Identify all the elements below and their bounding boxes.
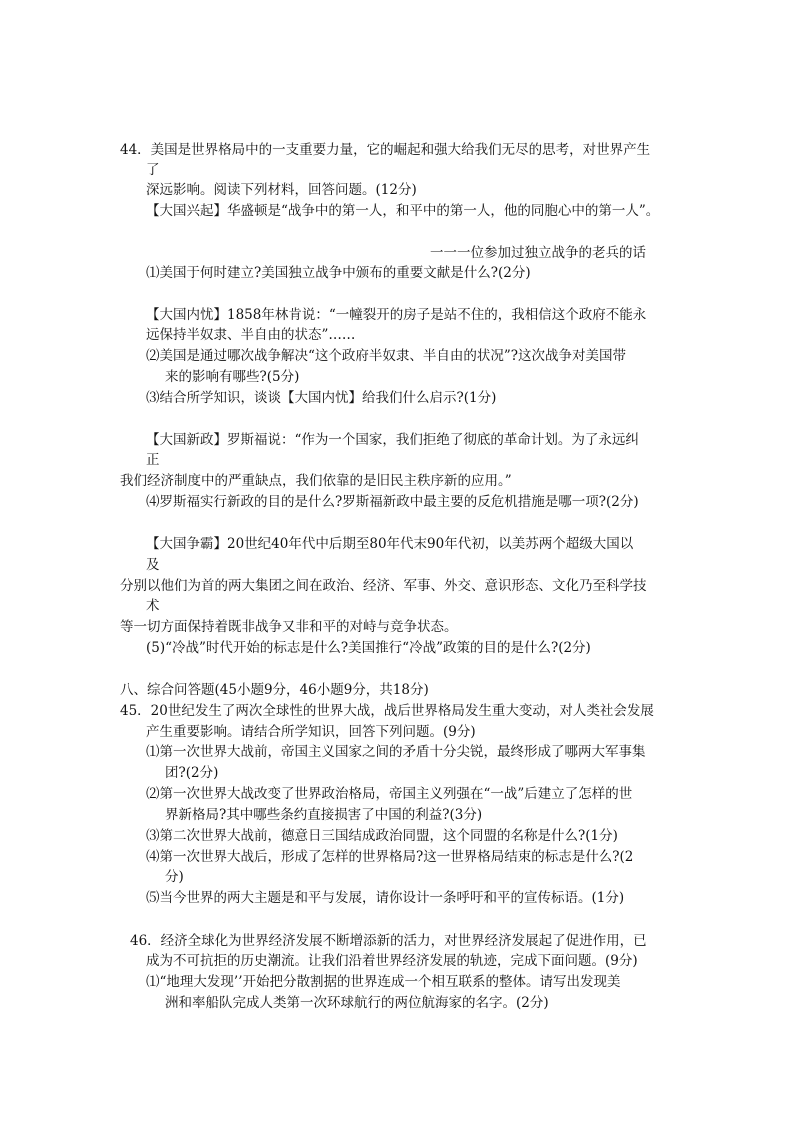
- q45-subquestion-1-line-1: ⑴第一次世界大战前，帝国主义国家之间的矛盾十分尖锐，最终形成了哪两大军事集: [146, 744, 646, 760]
- q44-material-3-line-1: 【大国新政】罗斯福说：“作为一个国家，我们拒绝了彻底的革命计划。为了永远纠: [146, 432, 639, 448]
- q44-subquestion-5: (5)“冷战”时代开始的标志是什么?美国推行“冷战”政策的目的是什么?(2分): [146, 640, 591, 656]
- q44-material-4-line-2: 及: [146, 557, 160, 573]
- q44-line-2: 深远影响。阅读下列材料，回答问题。(12分): [146, 182, 417, 198]
- q46-line-1: 46．经济全球化为世界经济发展不断增添新的活力，对世界经济发展起了促进作用，已: [130, 933, 647, 949]
- q44-material-4-line-4: 术: [146, 598, 160, 614]
- q45-subquestion-2-line-1: ⑵第一次世界大战改变了世界政治格局，帝国主义列强在“一战”后建立了怎样的世: [146, 786, 633, 802]
- q44-material-2-line-2: 远保持半奴隶、半自由的状态”……: [146, 327, 356, 343]
- q44-subquestion-1: ⑴美国于何时建立?美国独立战争中颁布的重要文献是什么?(2分): [146, 265, 531, 281]
- q45-subquestion-2-line-2: 界新格局?其中哪些条约直接损害了中国的利益?(3分): [165, 807, 483, 823]
- q44-material-3-line-2: 正: [146, 452, 160, 468]
- q45-subquestion-5: ⑸当今世界的两大主题是和平与发展，请你设计一条呼吁和平的宣传标语。(1分): [146, 890, 625, 906]
- q44-subquestion-3: ⑶结合所学知识，谈谈【大国内忧】给我们什么启示?(1分): [146, 390, 497, 406]
- q44-material-1: 【大国兴起】华盛顿是“战争中的第一人，和平中的第一人，他的同胞心中的第一人”。: [146, 203, 660, 219]
- q45-subquestion-4-line-1: ⑷第一次世界大战后，形成了怎样的世界格局?这一世界格局结束的标志是什么?(2: [146, 849, 634, 865]
- q44-material-4-line-5: 等一切方面保持着既非战争又非和平的对峙与竞争状态。: [120, 619, 458, 635]
- q45-subquestion-3: ⑶第二次世界大战前，德意日三国结成政治同盟，这个同盟的名称是什么?(1分): [146, 828, 618, 844]
- q45-line-1: 45．20世纪发生了两次全球性的世界大战，战后世界格局发生重大变动，对人类社会发展: [120, 703, 654, 719]
- q46-subquestion-1-line-1: ⑴“地理大发现’’开始把分散割据的世界连成一个相互联系的整体。请写出发现美: [146, 974, 621, 990]
- q46-subquestion-1-line-2: 洲和率船队完成人类第一次环球航行的两位航海家的名字。(2分): [165, 995, 549, 1011]
- q44-material-4-line-3: 分别以他们为首的两大集团之间在政治、经济、军事、外交、意识形态、文化乃至科学技: [120, 578, 647, 594]
- section-8-heading: 八、综合问答题(45小题9分，46小题9分，共18分): [120, 682, 429, 698]
- q44-material-2-line-1: 【大国内忧】1858年林肯说：“一幢裂开的房子是站不住的，我相信这个政府不能永: [146, 307, 647, 323]
- q46-line-2: 成为不可抗拒的历史潮流。让我们沿着世界经济发展的轨迹，完成下面问题。(9分): [146, 953, 638, 969]
- q44-material-1-source: 一一一位参加过独立战争的老兵的话: [430, 245, 646, 261]
- q44-material-3-line-3: 我们经济制度中的严重缺点，我们依靠的是旧民主秩序新的应用。”: [120, 473, 512, 489]
- q44-subquestion-4: ⑷罗斯福实行新政的目的是什么?罗斯福新政中最主要的反危机措施是哪一项?(2分): [146, 494, 639, 510]
- q44-line-1b: 了: [146, 162, 160, 178]
- q45-subquestion-4-line-2: 分): [165, 869, 184, 885]
- q44-subquestion-2-line-2: 来的影响有哪些?(5分): [165, 369, 300, 385]
- q45-line-2: 产生重要影响。请结合所学知识，回答下列问题。(9分): [146, 724, 476, 740]
- q44-subquestion-2-line-1: ⑵美国是通过哪次战争解决“这个政府半奴隶、半自由的状况”?这次战争对美国带: [146, 348, 627, 364]
- q45-subquestion-1-line-2: 团?(2分): [165, 765, 219, 781]
- q44-line-1: 44．美国是世界格局中的一支重要力量，它的崛起和强大给我们无尽的思考，对世界产生: [120, 142, 651, 158]
- q44-material-4-line-1: 【大国争霸】20世纪40年代中后期至80年代末90年代初，以美苏两个超级大国以: [146, 536, 634, 552]
